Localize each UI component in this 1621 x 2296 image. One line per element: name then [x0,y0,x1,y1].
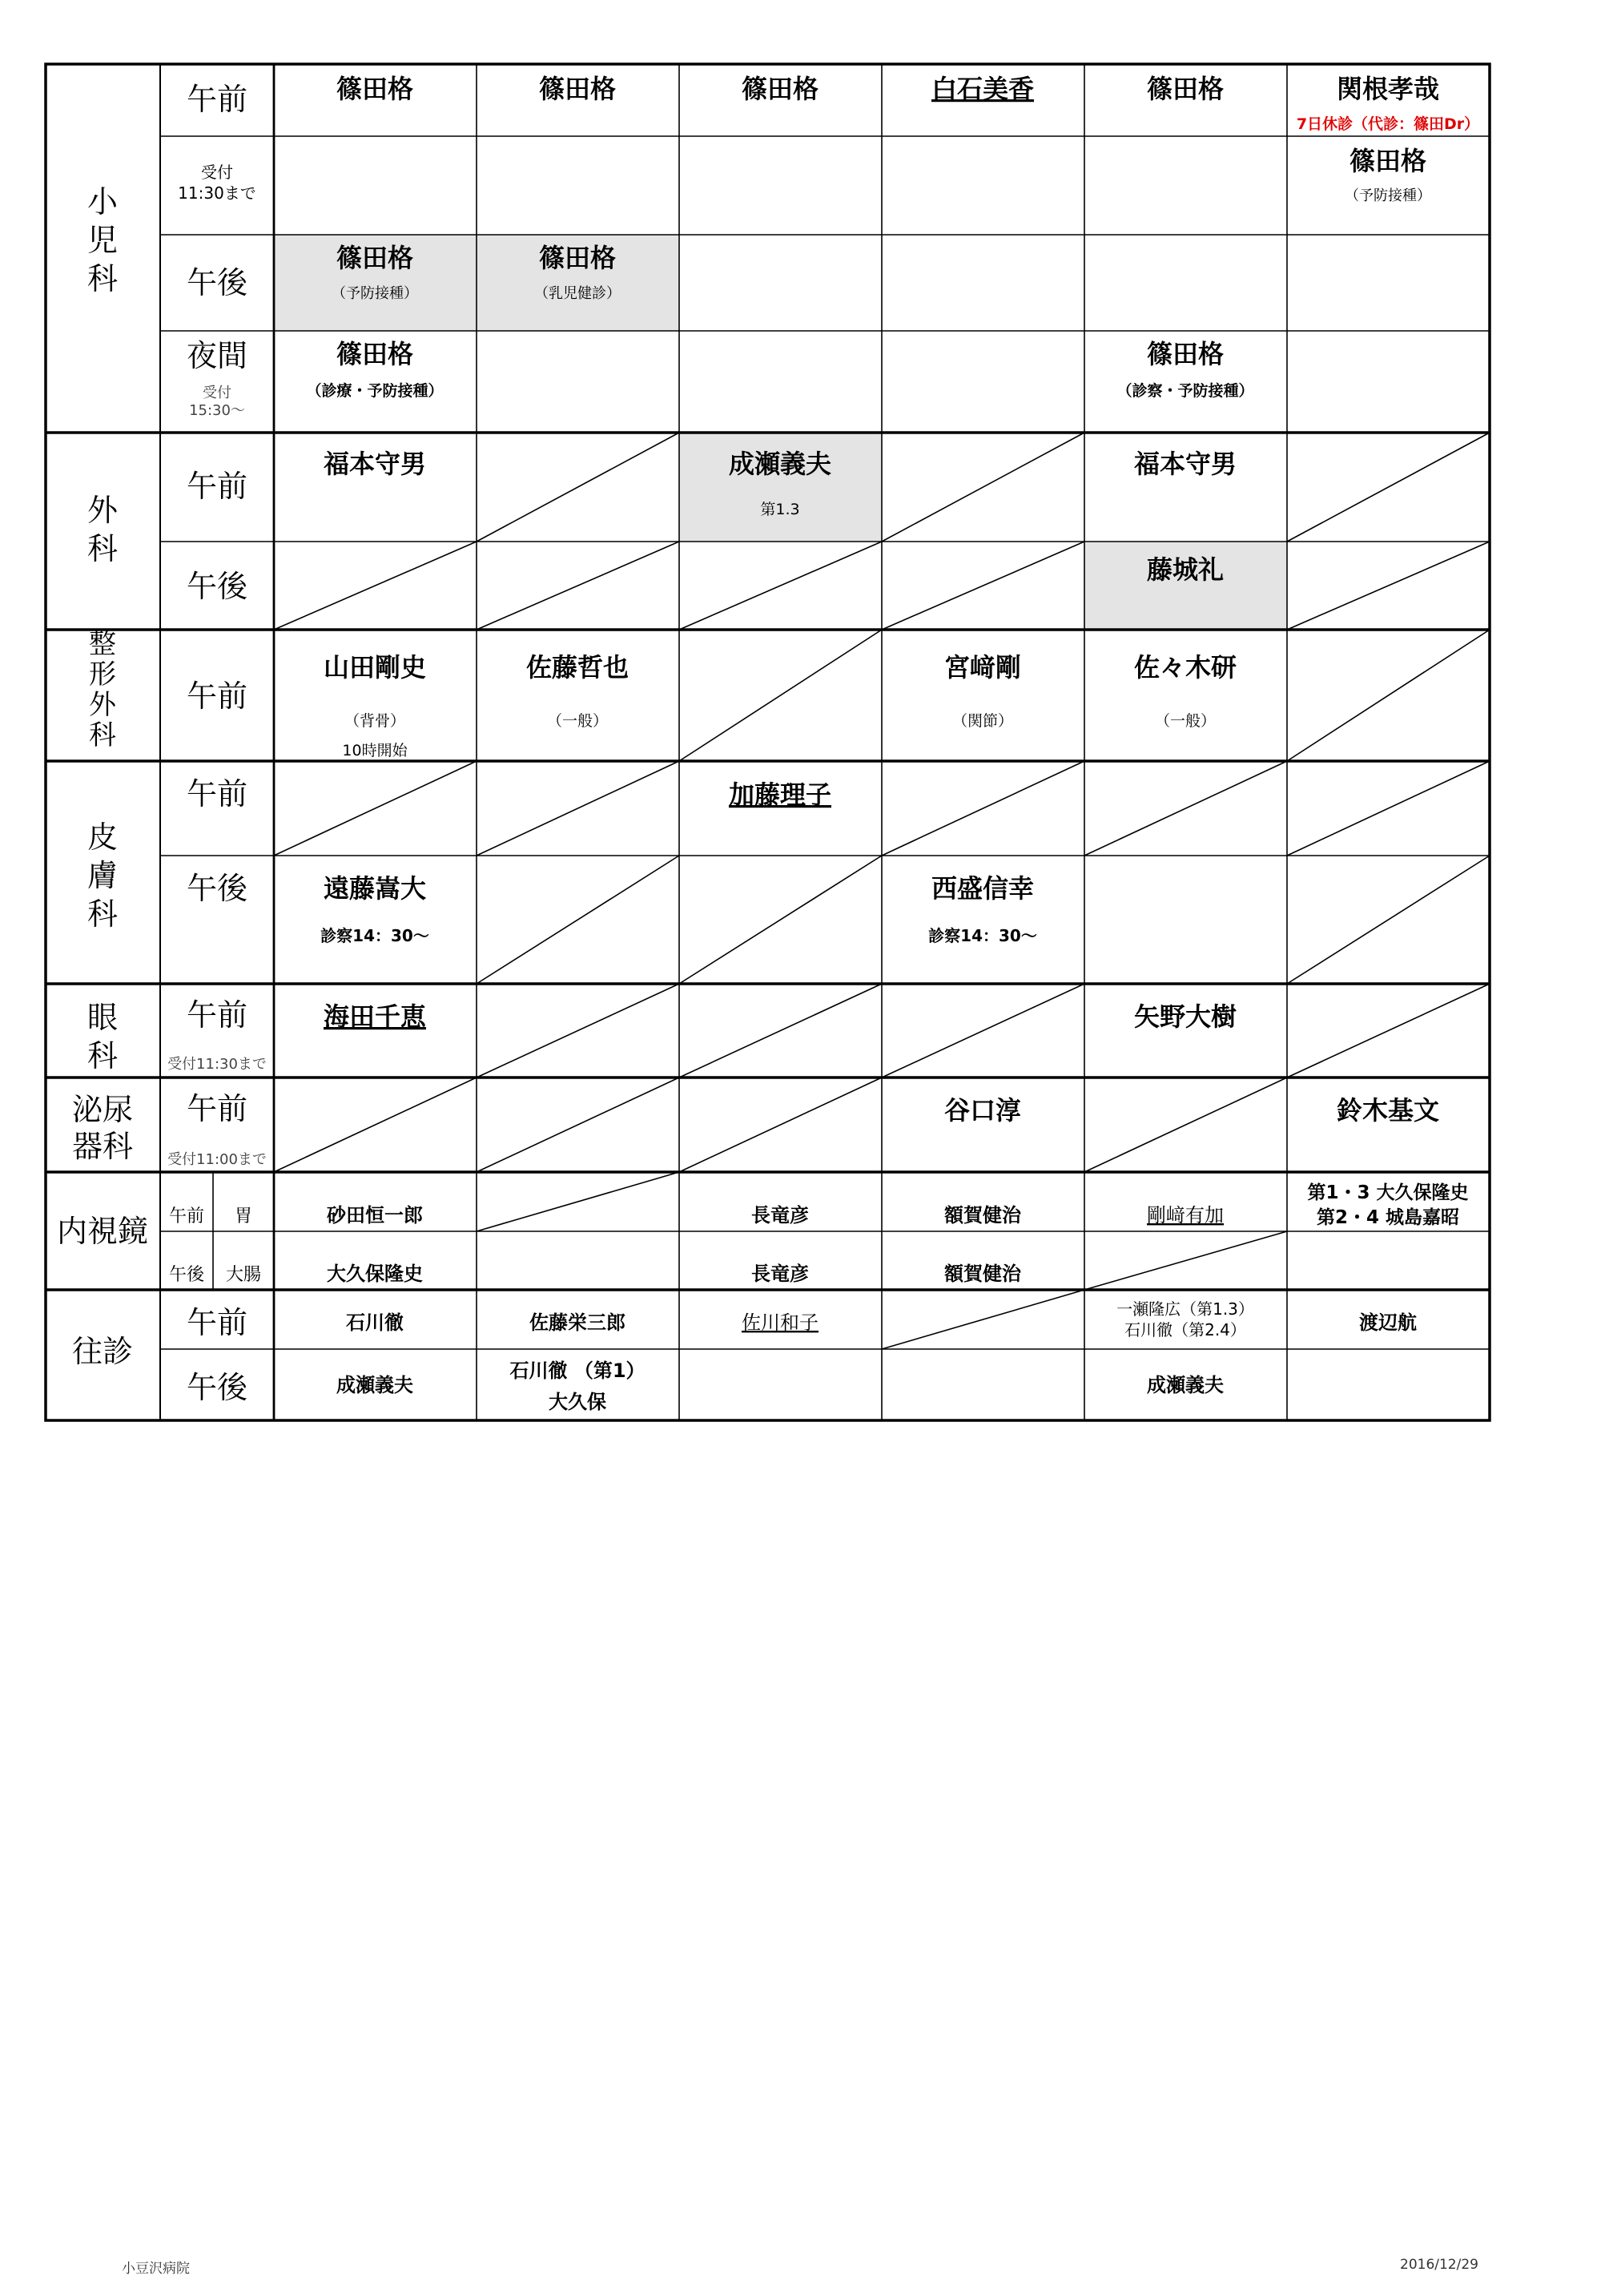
endoscopy-name: 内視鏡 [56,1214,149,1249]
doctor-name: 一瀬隆広（第1.3） [1116,1299,1254,1319]
doctor-name: 篠田格 [336,74,414,104]
surg-am-label: 午前 [186,469,248,504]
substitute-alert: 7日休診（代診：篠田Dr） [1296,115,1480,133]
derm-am-label: 午前 [186,776,248,812]
doctor-name: 佐々木研 [1133,652,1237,683]
doctor-name: 篠田格 [538,243,617,273]
doctor-name: 砂田恒一郎 [327,1204,423,1227]
doctor-note: （予防接種） [1345,187,1431,204]
doctor-name: 佐藤栄三郎 [529,1311,625,1334]
endo-pm-type: 大腸 [225,1265,262,1285]
endo-am-type: 胃 [234,1206,253,1227]
ped-night-note: 受付 15:30〜 [189,385,245,419]
homecare-name: 往診 [71,1334,134,1369]
eye-am-label: 午前 [186,997,248,1033]
ped-am-label: 午前 [186,82,248,117]
doctor-name: 大久保 [549,1391,606,1413]
doctor-name: 西盛信幸 [931,873,1035,904]
doctor-name: 篠田格 [1146,74,1225,104]
doctor-name: 篠田格 [336,339,414,369]
doctor-name: 海田千恵 [323,1001,427,1032]
eye-am-note: 受付11:30まで [167,1056,267,1073]
session-labels [167,82,267,1405]
doctor-name: 遠藤嵩大 [323,873,427,904]
doctor-note: （乳児健診） [534,285,621,302]
ped-night-label: 夜間 [186,338,248,373]
doctor-name: 第2・4 城島嘉昭 [1316,1207,1460,1228]
doctor-note: （一般） [546,712,609,730]
doctor-note: 診察14：30〜 [928,926,1037,945]
doctor-name: 宮﨑剛 [943,652,1022,683]
doctor-name: 長竜彦 [751,1204,809,1227]
doctor-name: 大久保隆史 [327,1263,423,1285]
ped-am-note: 受付 11:30まで [178,163,256,203]
doctor-name: 福本守男 [323,449,427,479]
doctor-note: 第1.3 [760,501,800,518]
doctor-note: （予防接種） [332,285,418,302]
hospital-name: 小豆沢病院 [122,2261,190,2277]
doctor-name: 額賀健治 [944,1204,1021,1227]
ped-pm-label: 午後 [186,265,248,300]
doctor-name: 篠田格 [1349,146,1427,176]
doctor-name: 額賀健治 [944,1263,1021,1285]
doctor-note: （一般） [1154,712,1217,730]
ophthalmology-name: 眼科 [86,1000,119,1073]
doctor-name: 山田剛史 [323,652,427,683]
doctor-note: （関節） [951,712,1014,730]
home-am-label: 午前 [186,1305,248,1340]
doctor-name: 篠田格 [741,74,819,104]
doctor-note: （診察・予防接種） [1116,382,1254,400]
dermatology-name: 皮膚科 [86,820,119,932]
doctor-name: 石川徹 [346,1311,404,1334]
document-date: 2016/12/29 [1400,2257,1478,2273]
doctor-name: 成瀬義夫 [728,449,832,479]
orthopedics-name: 整形外科 [89,628,116,751]
endo-pm-label: 午後 [168,1265,205,1285]
doctor-name: 第1・3 大久保隆史 [1307,1182,1469,1203]
surgery-name: 外科 [86,493,119,566]
urology-name: 泌尿器科 [71,1092,134,1164]
derm-pm-label: 午後 [186,871,248,906]
uro-am-note: 受付11:00まで [167,1151,267,1168]
doctor-name: 篠田格 [538,74,617,104]
ortho-am-label: 午前 [186,679,248,714]
doctor-note: 診察14：30〜 [320,926,429,945]
doctor-name: 成瀬義夫 [336,1374,413,1396]
surg-pm-label: 午後 [186,569,248,604]
doctor-name: 谷口淳 [943,1095,1022,1126]
doctor-name: 長竜彦 [751,1263,809,1285]
doctor-name: 石川徹（第2.4） [1124,1320,1246,1339]
doctor-name: 鈴木基文 [1336,1095,1440,1126]
doctor-note: 10時開始 [342,742,408,759]
doctor-note: （背骨） [344,712,406,730]
doctor-name: 佐川和子 [742,1311,819,1334]
doctor-name: 石川徹 （第1） [509,1359,646,1382]
doctor-name: 篠田格 [336,243,414,273]
doctor-name: 藤城礼 [1146,554,1225,585]
home-pm-label: 午後 [186,1370,248,1405]
doctor-name: 白石美香 [931,74,1035,104]
doctor-name: 佐藤哲也 [525,652,629,683]
uro-am-label: 午前 [186,1091,248,1126]
endo-am-label: 午前 [168,1206,205,1227]
doctor-name: 渡辺航 [1359,1311,1417,1334]
pediatrics-name: 小児科 [86,184,119,296]
doctor-name: 矢野大樹 [1133,1001,1237,1032]
doctor-name: 篠田格 [1146,339,1225,369]
doctor-note: （診療・予防接種） [306,382,444,400]
doctor-name: 関根孝哉 [1336,74,1440,104]
doctor-name: 加藤理子 [728,779,832,810]
department-names [57,184,148,1369]
doctor-name: 成瀬義夫 [1147,1374,1224,1396]
doctor-name: 剛﨑有加 [1147,1204,1224,1227]
doctor-name: 福本守男 [1133,449,1237,479]
